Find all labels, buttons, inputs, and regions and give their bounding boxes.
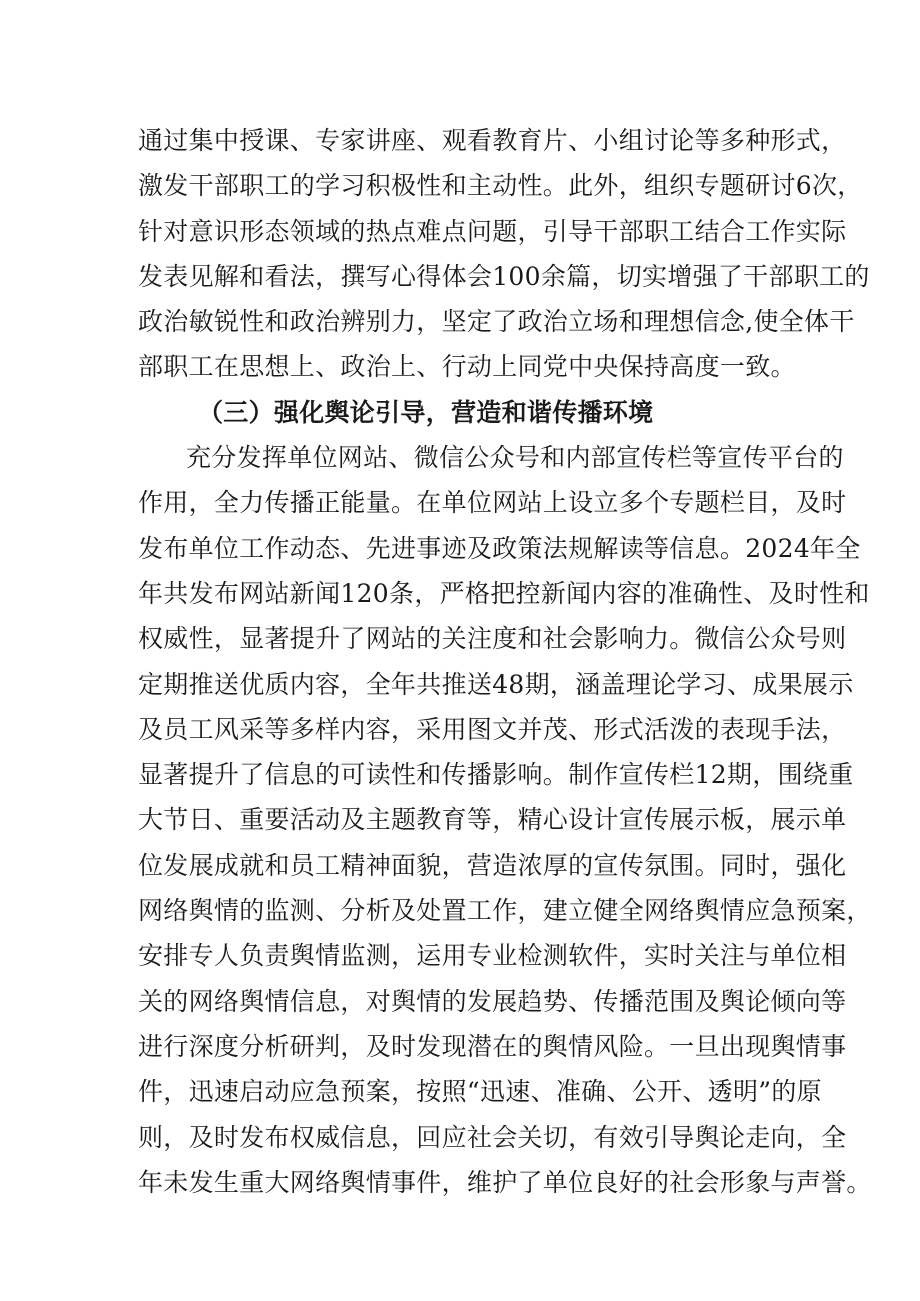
paragraph-line: 部职工在思想上、政治上、行动上同党中央保持高度一致。 bbox=[138, 352, 796, 382]
paragraph-line: 年未发生重大网络舆情事件，维护了单位良好的社会形象与声誉。 bbox=[138, 1167, 872, 1197]
paragraph-line: 位发展成就和员工精神面貌，营造浓厚的宣传氛围。同时，强化 bbox=[138, 850, 847, 880]
paragraph-line: 通过集中授课、专家讲座、观看教育片、小组讨论等多种形式， bbox=[138, 126, 847, 155]
body-text bbox=[138, 118, 872, 1205]
paragraph-line: 定期推送优质内容，全年共推送48期，涵盖理论学习、成果展示 bbox=[138, 669, 854, 699]
paragraph-line: 关的网络舆情信息，对舆情的发展趋势、传播范围及舆论倾向等 bbox=[138, 986, 847, 1016]
paragraph-line: 显著提升了信息的可读性和传播影响。制作宣传栏12期，围绕重 bbox=[138, 760, 854, 790]
paragraph-line: 网络舆情的监测、分析及处置工作，建立健全网络舆情应急预案， bbox=[138, 896, 872, 926]
paragraph-line: 作用，全力传播正能量。在单位网站上设立多个专题栏目，及时 bbox=[138, 488, 847, 518]
paragraph-line: 针对意识形态领域的热点难点问题，引导干部职工结合工作实际 bbox=[138, 216, 847, 246]
paragraph-line: 件，迅速启动应急预案，按照“迅速、准确、公开、透明”的原 bbox=[138, 1077, 822, 1107]
paragraph-line: 大节日、重要活动及主题教育等，精心设计宣传展示板，展示单 bbox=[138, 805, 847, 835]
paragraph-line: 政治敏锐性和政治辨别力，坚定了政治立场和理想信念,使全体干 bbox=[138, 307, 855, 337]
paragraph-line: 发表见解和看法，撰写心得体会100余篇，切实增强了干部职工的 bbox=[138, 261, 870, 291]
paragraph-line: 安排专人负责舆情监测，运用专业检测软件，实时关注与单位相 bbox=[138, 941, 847, 971]
paragraph-line: 年共发布网站新闻120条，严格把控新闻内容的准确性、及时性和 bbox=[138, 578, 870, 608]
paragraph-line: 进行深度分析研判，及时发现潜在的舆情风险。一旦出现舆情事 bbox=[138, 1031, 847, 1061]
section-heading: （三）强化舆论引导，营造和谐传播环境 bbox=[198, 397, 654, 427]
paragraph-line: 权威性，显著提升了网站的关注度和社会影响力。微信公众号则 bbox=[138, 624, 847, 654]
paragraph-line: 发布单位工作动态、先进事迹及政策法规解读等信息。2024年全 bbox=[138, 533, 861, 563]
paragraph-line: 激发干部职工的学习积极性和主动性。此外，组织专题研讨6次， bbox=[138, 171, 863, 201]
paragraph-first-line: 充分发挥单位网站、微信公众号和内部宣传栏等宣传平台的 bbox=[186, 443, 844, 473]
paragraph-line: 及员工风采等多样内容，采用图文并茂、形式活泼的表现手法， bbox=[138, 714, 847, 744]
paragraph-line: 则，及时发布权威信息，回应社会关切，有效引导舆论走向，全 bbox=[138, 1122, 847, 1152]
